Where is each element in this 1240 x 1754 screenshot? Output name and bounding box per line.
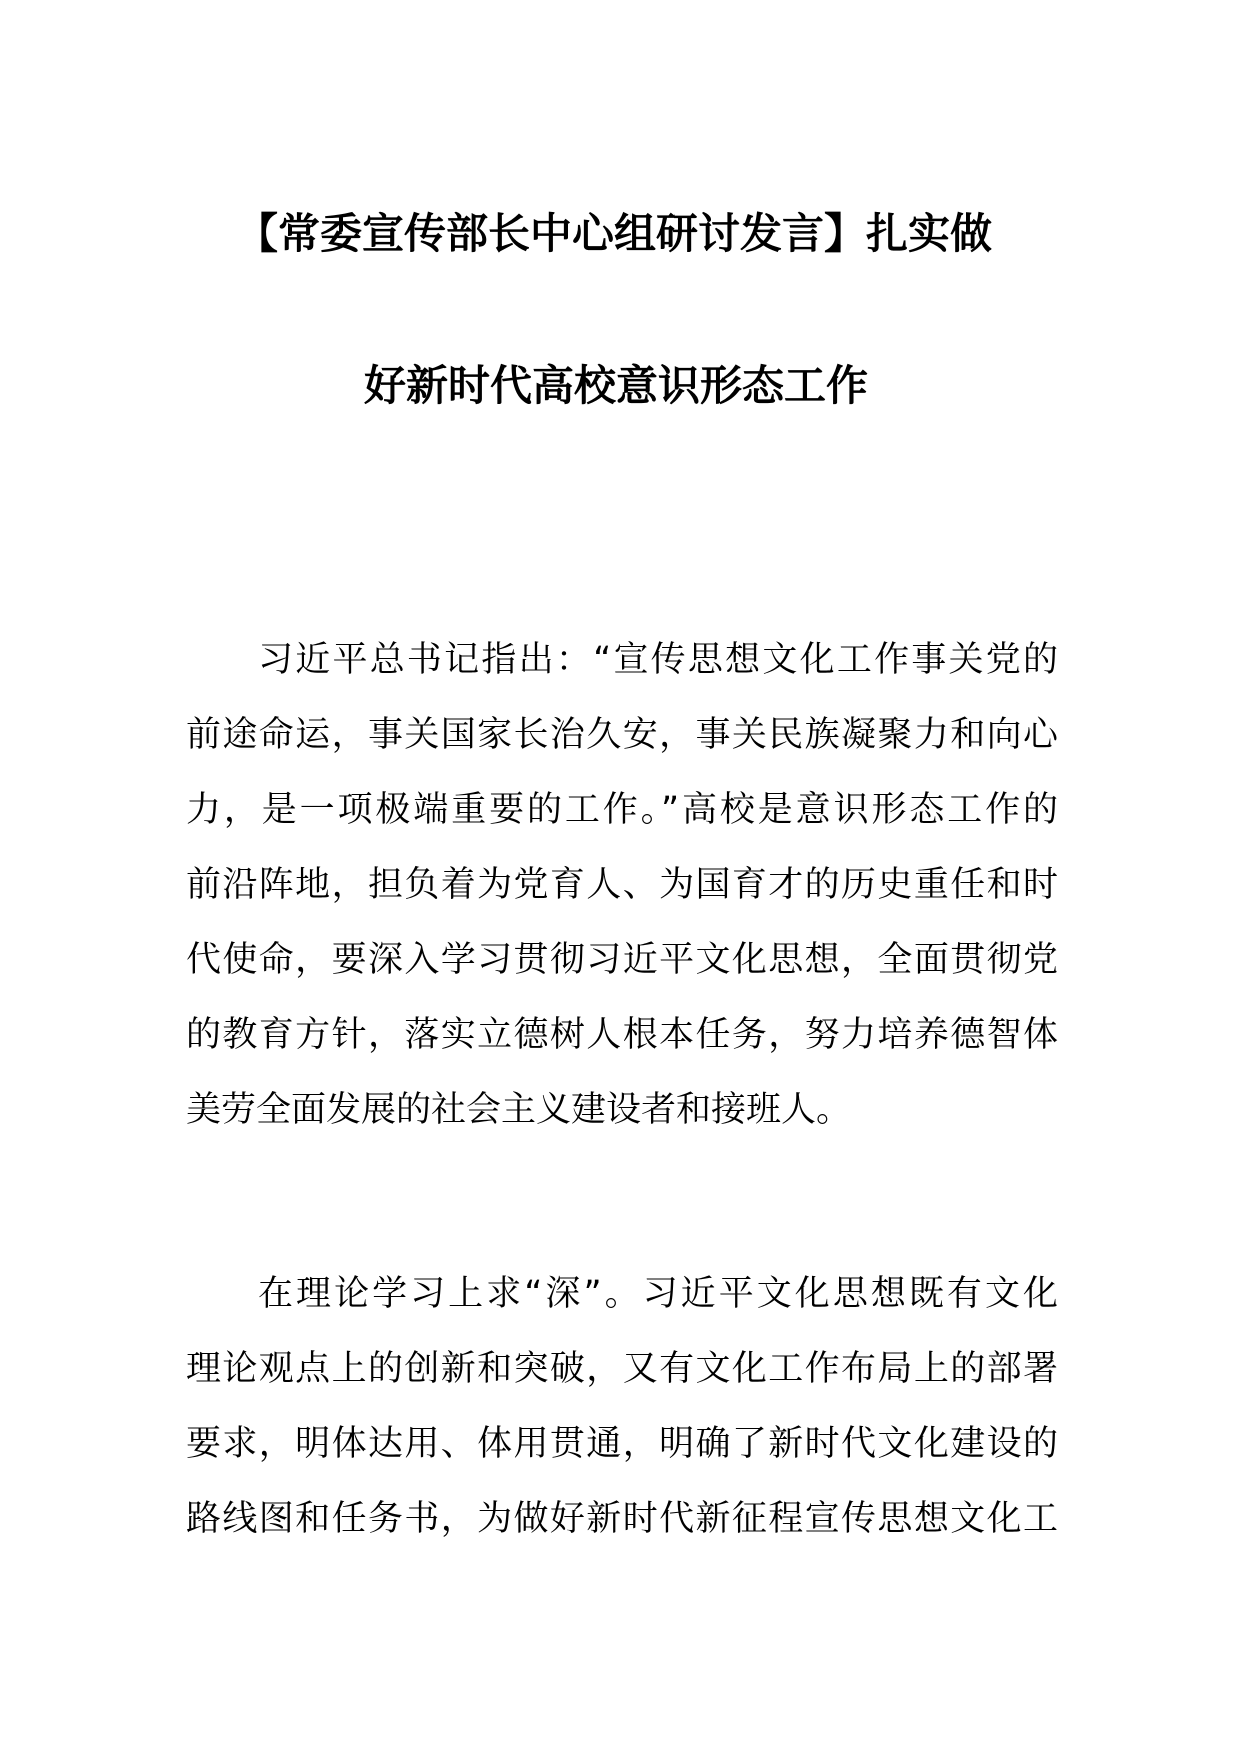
paragraph-line: 在理论学习上求“深”。习近平文化思想既有文化 [258,1274,1058,1314]
paragraph-line: 理论观点上的创新和突破，又有文化工作布局上的部署 [186,1349,1058,1389]
paragraph-line: 美劳全面发展的社会主义建设者和接班人。 [186,1090,852,1130]
paragraph-line: 前途命运，事关国家长治久安，事关民族凝聚力和向心 [186,715,1058,755]
paragraph-line: 要求，明体达用、体用贯通，明确了新时代文化建设的 [186,1424,1058,1464]
paragraph-line: 力，是一项极端重要的工作。”高校是意识形态工作的 [186,790,1058,830]
document-title-line-2: 好新时代高校意识形态工作 [363,361,868,410]
paragraph-line: 习近平总书记指出：“宣传思想文化工作事关党的 [258,640,1058,680]
paragraph-2 [186,1270,1058,1570]
paragraph-line: 路线图和任务书，为做好新时代新征程宣传思想文化工 [186,1499,1058,1539]
paragraph-line: 前沿阵地，担负着为党育人、为国育才的历史重任和时 [186,865,1058,905]
paragraph-1 [186,636,1058,1161]
paragraph-line: 代使命，要深入学习贯彻习近平文化思想，全面贯彻党 [186,940,1058,980]
document-title-line-1: 【常委宣传部长中心组研讨发言】扎实做 [235,209,992,258]
paragraph-line: 的教育方针，落实立德树人根本任务，努力培养德智体 [186,1015,1058,1055]
